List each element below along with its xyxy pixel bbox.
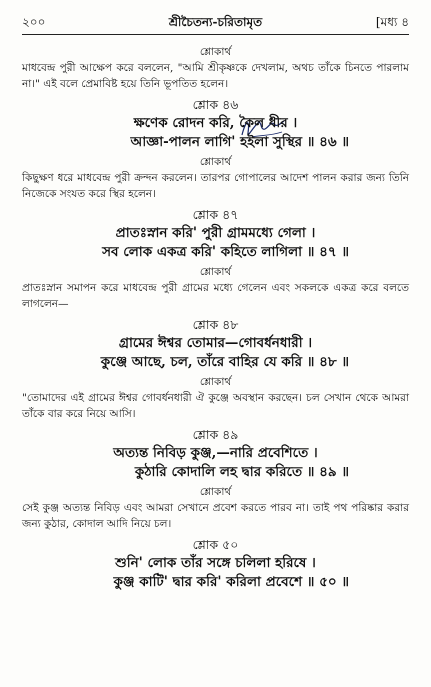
verse-line: অত্যন্ত নিবিড় কুঞ্জ,—নারি প্রবেশিতে । — [113, 445, 318, 461]
translation-label: শ্লোকার্থ — [199, 156, 232, 168]
running-title: শ্রীচৈতন্য-চরিতামৃত — [168, 15, 263, 29]
translation-label: শ্লোকার্থ — [199, 376, 232, 388]
translation-text: প্রাতঃস্নান সমাপন করে মাধবেন্দ্র পুরী গ্রামের মধ্যে গেলেন এবং সকলকে একত্র করে বলতে লাগলেন— — [22, 282, 409, 310]
translation-label: শ্লোকার্থ — [199, 266, 232, 278]
translation-text: মাধবেন্দ্র পুরী আক্ষেপ করে বললেন, "আমি শ্রীকৃষ্ণকে দেখলাম, অথচ তাঁকে চিনতে পারলাম না।" এই বলে প্রেমাবিষ্ট হয়ে তিনি ভূপতিত হলেন। — [22, 62, 409, 90]
translation-text: সেই কুঞ্জ অত্যন্ত নিবিড় এবং আমরা সেখানে প্রবেশ করতে পারব না। তাই পথ পরিষ্কার করার জন্য কুঠার, কোদাল আদি নিয়ে চল। — [22, 502, 409, 530]
verse-line: শুনি' লোক তাঁর সঙ্গে চলিলা হরিষে । — [115, 555, 316, 571]
header-rule — [22, 34, 409, 35]
verse-line: গ্রামের ঈশ্বর তোমার—গোবর্ধনধারী । — [118, 335, 313, 351]
verse-line: সব লোক একত্র করি' কহিতে লাগিলা ॥ ৪৭ ॥ — [102, 244, 349, 260]
verse-line: কুঠারি কোদালি লহ দ্বার করিতে ॥ ৪৯ ॥ — [134, 464, 349, 480]
page-header — [22, 14, 409, 32]
page-content — [22, 42, 409, 592]
verse-number-50: শ্লোক ৫০ — [192, 537, 239, 552]
verse-line: কুঞ্জ কাটি' দ্বার করি' করিলা প্রবেশে ॥ ৫০ ॥ — [113, 574, 349, 590]
translation-label: শ্লোকার্থ — [199, 486, 232, 498]
chapter-reference: [মধ্য ৪ — [375, 15, 409, 29]
verse-line: আজ্ঞা-পালন লাগি' হইলা সুস্থির ॥ ৪৬ ॥ — [130, 134, 349, 150]
verse-number-49: শ্লোক ৪৯ — [192, 427, 239, 442]
verse-line: ক্ষণেক রোদন করি, কৈল ধীর । — [133, 115, 298, 131]
translation-text: "তোমাদের এই গ্রামের ঈশ্বর গোবর্ধনধারী ঐ কুঞ্জে অবস্থান করছেন। চল সেখান থেকে আমরা তাঁকে বার করে নিয়ে আসি। — [22, 392, 409, 420]
translation-label: শ্লোকার্থ — [199, 46, 232, 58]
verse-number-46: শ্লোক ৪৬ — [192, 97, 239, 112]
verse-number-48: শ্লোক ৪৮ — [192, 317, 239, 332]
verse-line: প্রাতঃস্নান করি' পুরী গ্রামমধ্যে গেলা । — [115, 225, 316, 241]
page-number: ২০০ — [22, 15, 46, 29]
translation-text: কিছুক্ষণ ধরে মাধবেন্দ্র পুরী ক্রন্দন করলেন। তারপর গোপালের আদেশ পালন করার জন্য তিনি নিজেকে সংযত করে স্থির হলেন। — [22, 172, 409, 200]
verse-line: কুঞ্জে আছে, চল, তাঁরে বাহির যে করি ॥ ৪৮ ॥ — [100, 354, 349, 370]
verse-number-47: শ্লোক ৪৭ — [192, 207, 239, 222]
